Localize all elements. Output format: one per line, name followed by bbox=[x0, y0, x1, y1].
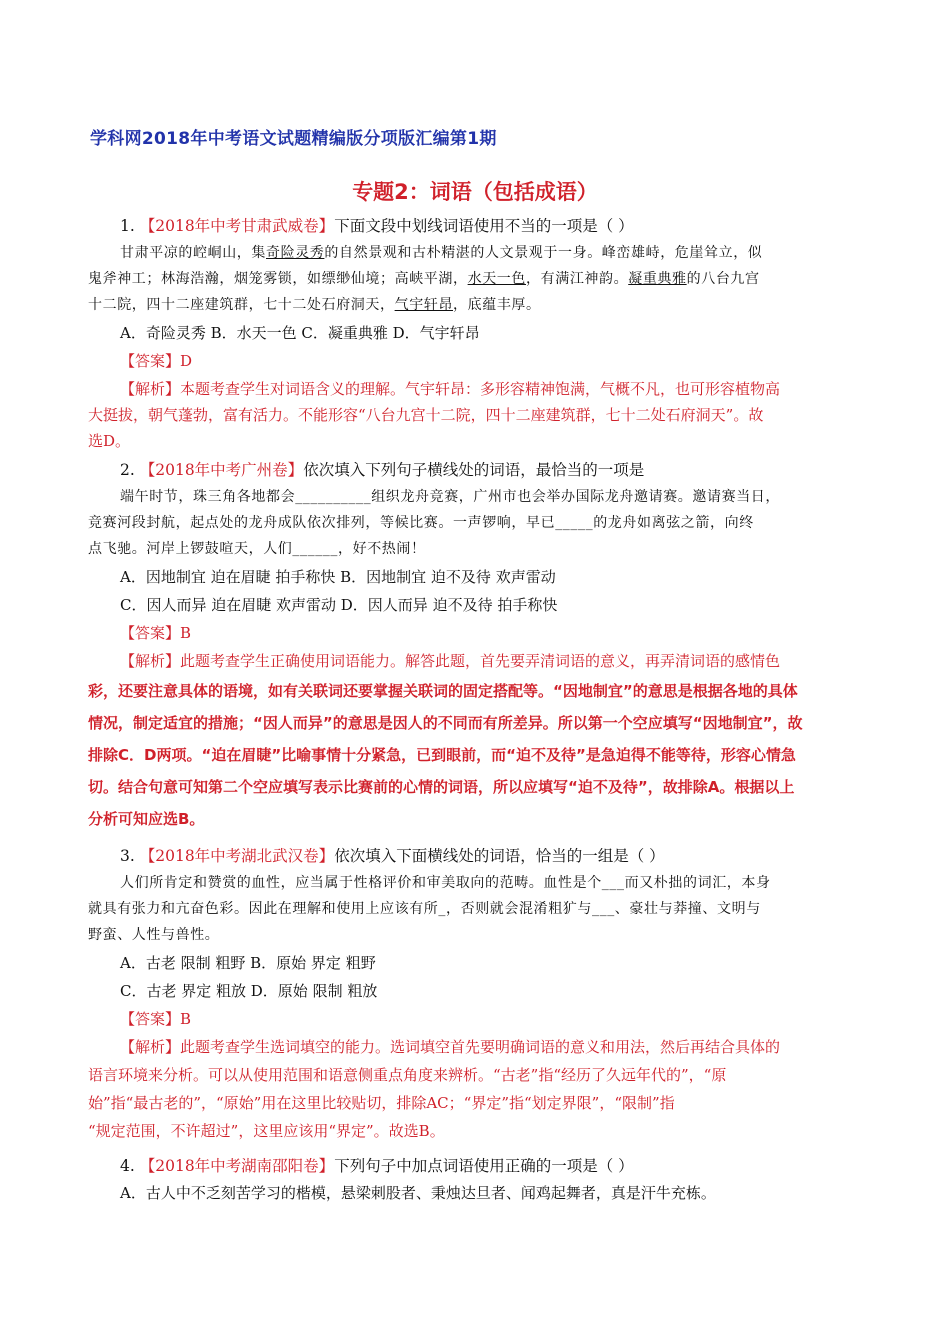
passage-text: 十二院，四十二座建筑群，七十二处石府洞天， bbox=[88, 297, 395, 313]
question-source: 【2018年中考广州卷】 bbox=[139, 461, 304, 479]
question-text: 下列句子中加点词语使用正确的一项是（ ） bbox=[334, 1157, 634, 1175]
passage-text: 的八台九宫 bbox=[686, 271, 760, 287]
question-1-answer: 【答案】D bbox=[120, 352, 193, 370]
question-4-option-a: A．古人中不乏刻苦学习的楷模，悬梁刺股者、秉烛达旦者、闻鸡起舞者，真是汗牛充栋。 bbox=[120, 1184, 716, 1202]
question-2-answer: 【答案】B bbox=[120, 624, 192, 642]
question-3-analysis: 始”指“最古老的”，“原始”用在这里比较贴切，排除AC；“界定”指“划定界限”，“限制”指 bbox=[88, 1094, 675, 1112]
question-2-analysis: 分析可知应选B。 bbox=[88, 810, 205, 828]
question-3-options: A．古老 限制 粗野 B．原始 界定 粗野 bbox=[120, 954, 376, 972]
underlined-phrase: 凝重典雅 bbox=[628, 271, 687, 287]
question-1-analysis: 大挺拔，朝气蓬勃，富有活力。不能形容“八台九宫十二院，四十二座建筑群，七十二处石府洞天”。故 bbox=[88, 406, 764, 424]
document-header: 学科网2018年中考语文试题精编版分项版汇编第1期 bbox=[90, 129, 497, 149]
question-2-analysis: 【解析】此题考查学生正确使用词语能力。解答此题，首先要弄清词语的意义，再弄清词语的感情色 bbox=[120, 652, 781, 670]
question-2-analysis: 彩，还要注意具体的语境，如有关联词还要掌握关联词的固定搭配等。“因地制宜”的意思是根据各地的具体 bbox=[88, 682, 798, 700]
question-text: 依次填入下面横线处的词语，恰当的一组是（ ） bbox=[334, 847, 665, 865]
question-1-stem bbox=[88, 214, 868, 236]
passage-text: 甘肃平凉的崆峒山，集 bbox=[120, 245, 266, 261]
question-1-passage-line bbox=[88, 242, 900, 262]
question-2-analysis: 排除C．D两项。“迫在眉睫”比喻事情十分紧急，已到眼前，而“迫不及待”是急迫得不能等待，形容心情急 bbox=[88, 746, 796, 764]
question-3-analysis: “规定范围，不许超过”，这里应该用“界定”。故选B。 bbox=[88, 1122, 445, 1140]
question-2-analysis: 切。结合句意可知第二个空应填写表示比赛前的心情的词语，所以应填写“迫不及待”，故排除A。根据以上 bbox=[88, 778, 795, 796]
question-2-stem bbox=[88, 458, 868, 480]
question-3-passage-line: 就具有张力和亢奋色彩。因此在理解和使用上应该有所_，否则就会混淆粗犷与___、豪壮与莽撞、文明与 bbox=[88, 901, 761, 917]
question-3-analysis: 语言环境来分析。可以从使用范围和语意侧重点角度来辨析。“古老”指“经历了久远年代的”，“原 bbox=[88, 1066, 727, 1084]
underlined-phrase: 气宇轩昂 bbox=[394, 297, 454, 313]
question-1-analysis: 选D。 bbox=[88, 432, 131, 450]
question-text: 依次填入下列句子横线处的词语，最恰当的一项是 bbox=[303, 461, 645, 479]
question-1-analysis: 【解析】本题考查学生对词语含义的理解。气宇轩昂：多形容精神饱满，气概不凡，也可形容植物高 bbox=[120, 380, 781, 398]
question-number: 2. bbox=[120, 461, 135, 479]
passage-text: 的自然景观和古朴精湛的人文景观于一身。峰峦雄峙，危崖耸立，似 bbox=[324, 245, 763, 261]
passage-text: ，底蕴丰厚。 bbox=[453, 297, 541, 313]
question-2-analysis: 情况，制定适宜的措施；“因人而异”的意思是因人的不同而有所差异。所以第一个空应填写“因地制宜”，故 bbox=[88, 714, 803, 732]
question-2-passage-line: 竞赛河段封航，起点处的龙舟成队依次排列，等候比赛。一声锣响，早已_____的龙舟如离弦之箭，向终 bbox=[88, 515, 754, 531]
question-source: 【2018年中考湖南邵阳卷】 bbox=[139, 1157, 335, 1175]
question-3-stem bbox=[88, 844, 868, 866]
question-text: 下面文段中划线词语使用不当的一项是（ ） bbox=[334, 217, 634, 235]
passage-text: ，有满江神韵。 bbox=[526, 271, 629, 287]
question-1-options: A．奇险灵秀 B．水天一色 C．凝重典雅 D．气宇轩昂 bbox=[120, 324, 480, 342]
question-4-stem bbox=[88, 1154, 868, 1176]
passage-text: 鬼斧神工；林海浩瀚，烟笼雾锁，如缥缈仙境；高峡平湖， bbox=[88, 271, 468, 287]
question-2-options: C．因人而异 迫在眉睫 欢声雷动 D．因人而异 迫不及待 拍手称快 bbox=[120, 596, 558, 614]
underlined-phrase: 奇险灵秀 bbox=[266, 245, 325, 261]
question-2-options: A．因地制宜 迫在眉睫 拍手称快 B．因地制宜 迫不及待 欢声雷动 bbox=[120, 568, 556, 586]
question-3-analysis: 【解析】此题考查学生选词填空的能力。选词填空首先要明确词语的意义和用法，然后再结合具体的 bbox=[120, 1038, 781, 1056]
section-title: 专题2：词语（包括成语） bbox=[352, 180, 598, 204]
underlined-phrase: 水天一色 bbox=[467, 271, 527, 287]
question-3-answer: 【答案】B bbox=[120, 1010, 192, 1028]
question-3-passage-line: 人们所肯定和赞赏的血性，应当属于性格评价和审美取向的范畴。血性是个___而又朴拙的词汇，本身 bbox=[120, 875, 771, 891]
question-1-passage-line bbox=[88, 268, 868, 288]
question-2-passage-line: 点飞驰。河岸上锣鼓喧天，人们______，好不热闹！ bbox=[88, 541, 426, 557]
question-source: 【2018年中考甘肃武威卷】 bbox=[139, 217, 335, 235]
question-number: 3. bbox=[120, 847, 135, 865]
question-3-passage-line: 野蛮、人性与兽性。 bbox=[88, 927, 220, 943]
question-number: 4. bbox=[120, 1157, 135, 1175]
question-number: 1. bbox=[120, 217, 135, 235]
question-2-passage-line: 端午时节，珠三角各地都会__________组织龙舟竞赛，广州市也会举办国际龙舟邀请赛。邀请赛当日， bbox=[120, 489, 780, 505]
question-3-options: C．古老 界定 粗放 D．原始 限制 粗放 bbox=[120, 982, 378, 1000]
question-source: 【2018年中考湖北武汉卷】 bbox=[139, 847, 335, 865]
question-1-passage-line bbox=[88, 294, 868, 314]
